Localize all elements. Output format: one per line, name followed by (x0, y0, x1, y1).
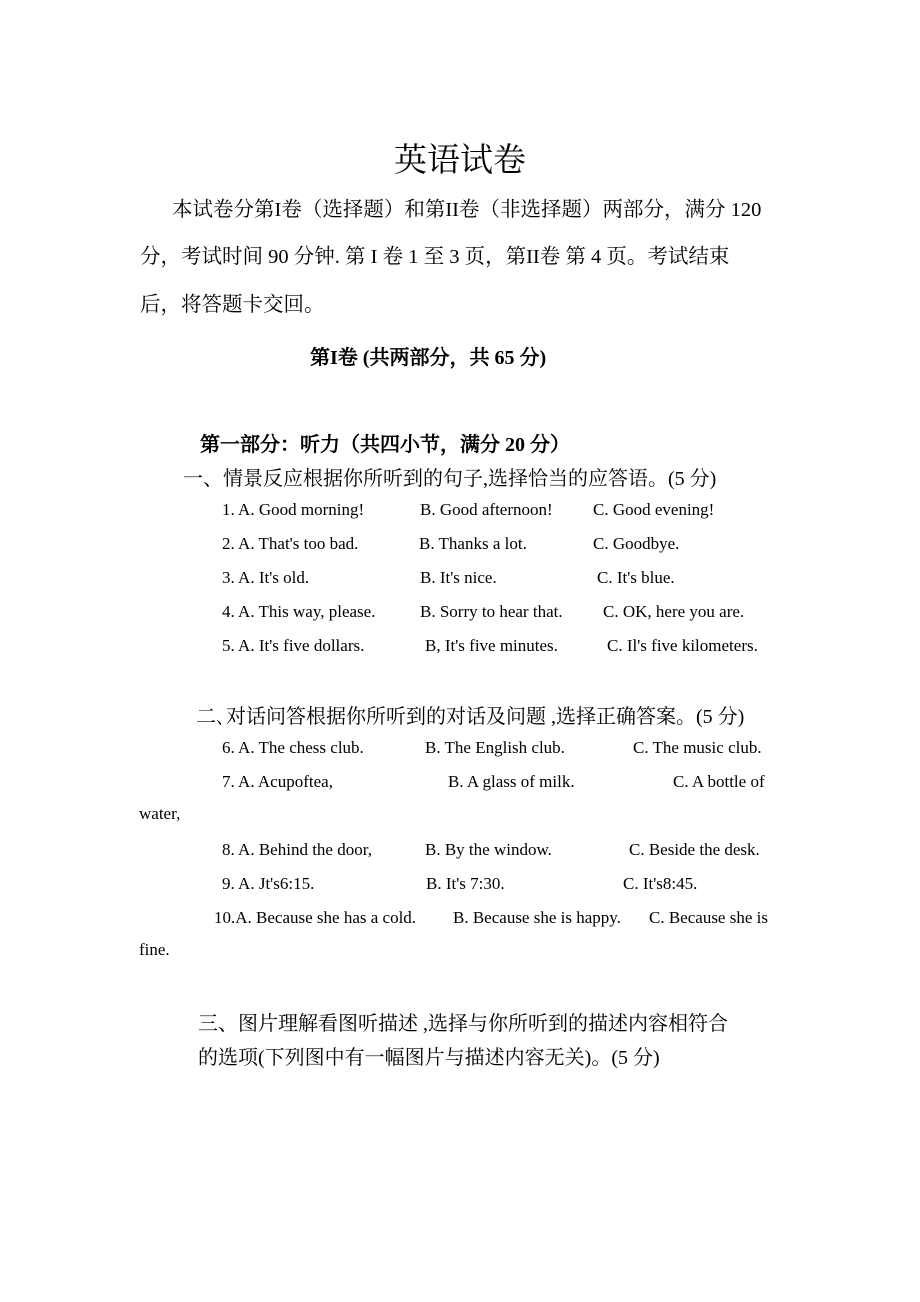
part-heading: 第一部分：听力（共四小节，满分 20 分） (200, 434, 570, 456)
question-2-option-c: C. Goodbye. (593, 534, 680, 553)
question-6-option-c: C. The music club. (633, 738, 762, 757)
question-8-option-c: C. Beside the desk. (629, 840, 760, 859)
section2-heading: 二､对话问答根据你所听到的对话及问题 ,选择正确答案。(5 分) (196, 706, 745, 728)
question-2-option-a: 2. A. That's too bad. (222, 534, 359, 553)
question-5-option-c: C. Il's five kilometers. (607, 636, 758, 655)
question-9-option-c: C. It's8:45. (623, 874, 698, 893)
question-1-option-a: 1. A. Good morning! (222, 500, 365, 519)
question-5-option-a: 5. A. It's five dollars. (222, 636, 365, 655)
question-3-option-b: B. It's nice. (420, 568, 497, 587)
page-title: 英语试卷 (394, 143, 526, 179)
question-9-option-b: B. It's 7:30. (426, 874, 505, 893)
question-6-option-a: 6. A. The chess club. (222, 738, 364, 757)
question-10-option-b: B. Because she is happy. (453, 908, 621, 927)
intro-line-1: 本试卷分第I卷（选择题）和第II卷（非选择题）两部分，满分 120 (172, 199, 762, 221)
question-1-option-c: C. Good evening! (593, 500, 715, 519)
question-5-option-b: B, It's five minutes. (425, 636, 558, 655)
question-7-continuation: water, (139, 804, 181, 823)
question-7-option-c: C. A bottle of (673, 772, 765, 791)
section3-heading-line-2: 的选项(下列图中有一幅图片与描述内容无关)。(5 分) (198, 1047, 660, 1069)
question-4-option-b: B. Sorry to hear that. (420, 602, 563, 621)
question-10-option-c: C. Because she is (649, 908, 768, 927)
question-8-option-a: 8. A. Behind the door, (222, 840, 372, 859)
question-7-option-a: 7. A. Acupoftea, (222, 772, 333, 791)
question-3-option-c: C. It's blue. (597, 568, 675, 587)
question-8-option-b: B. By the window. (425, 840, 552, 859)
question-2-option-b: B. Thanks a lot. (419, 534, 527, 553)
question-4-option-c: C. OK, here you are. (603, 602, 745, 621)
question-6-option-b: B. The English club. (425, 738, 565, 757)
intro-line-3: 后，将答题卡交回。 (140, 294, 325, 316)
question-3-option-a: 3. A. It's old. (222, 568, 310, 587)
section1-heading: 一、情景反应根据你所听到的句子,选择恰当的应答语。(5 分) (183, 468, 717, 490)
question-4-option-a: 4. A. This way, please. (222, 602, 376, 621)
question-7-option-b: B. A glass of milk. (448, 772, 575, 791)
question-10-continuation: fine. (139, 940, 170, 959)
question-1-option-b: B. Good afternoon! (420, 500, 553, 519)
section3-heading-line-1: 三、图片理解看图听描述 ,选择与你所听到的描述内容相符合 (198, 1013, 728, 1035)
volume-heading: 第I卷 (共两部分，共 65 分) (310, 347, 547, 369)
question-9-option-a: 9. A. Jt's6:15. (222, 874, 315, 893)
intro-line-2: 分，考试时间 90 分钟. 第 I 卷 1 至 3 页，第II卷 第 4 页。考试结束 (140, 246, 730, 268)
question-10-option-a: 10.A. Because she has a cold. (214, 908, 417, 927)
